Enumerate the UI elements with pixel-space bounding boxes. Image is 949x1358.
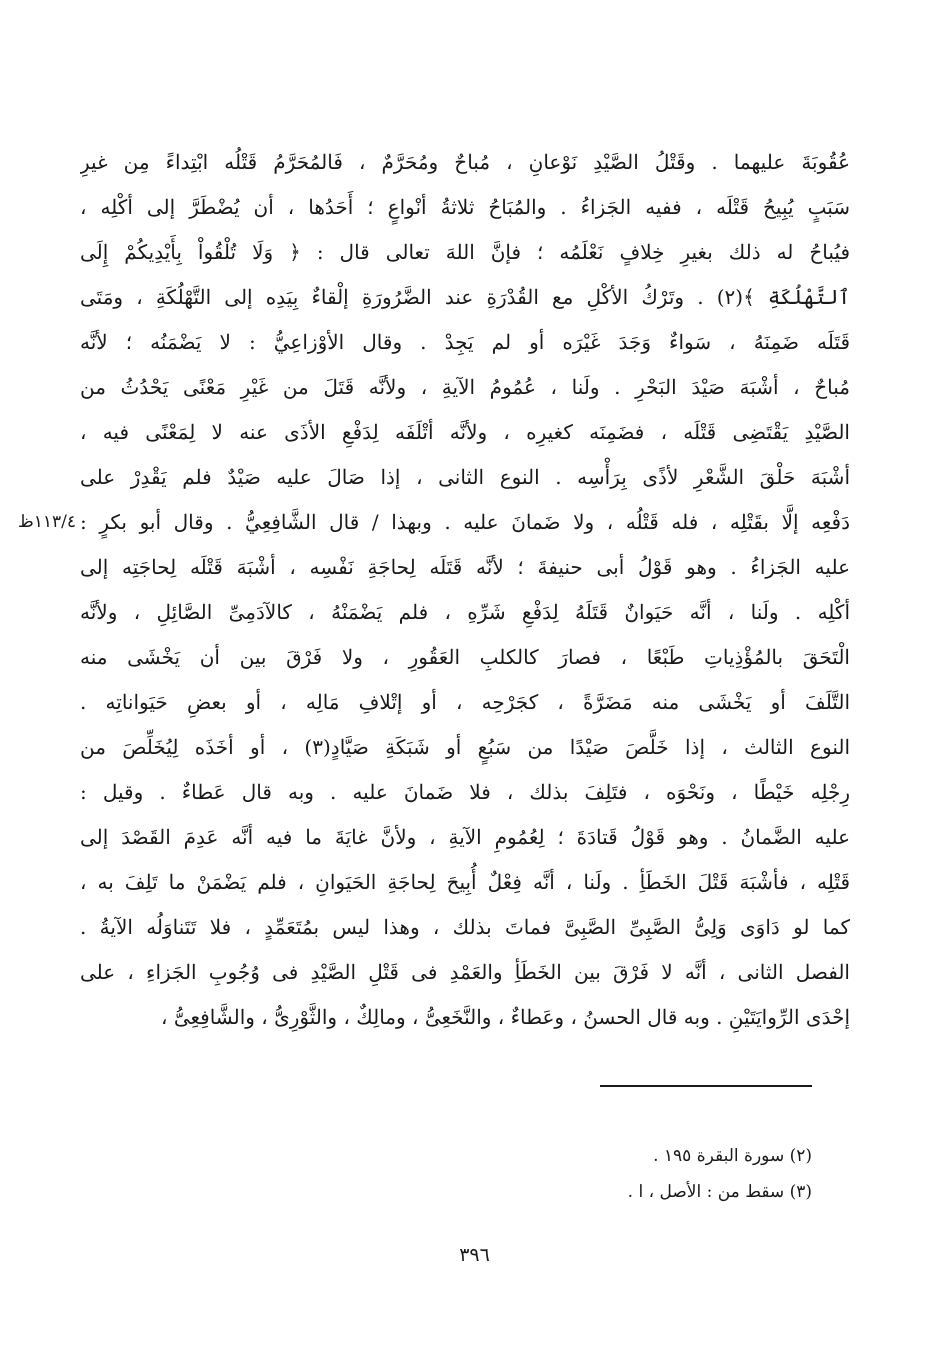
text-line: كما لو دَاوَى وَلِىُّ الصَّبِىِّ الصَّبِىَّ فماتَ بذلك ، وهذا ليس بمُتَعَمِّدٍ ، فلا تَتَناوَلُه الآيةُ . [80, 915, 850, 939]
text-line: الفصل الثانى ، أنَّه لا فَرْقَ بين الخَطَأِ والعَمْدِ فى قَتْلِ الصَّيْدِ فى وُجُوبِ الجَزاءِ ، على [80, 960, 850, 984]
footnote-3: (٣) سقط من : الأصل ، ا . [627, 1182, 812, 1202]
text-line: مُباحٌ ، أشْبَهَ صَيْدَ البَحْرِ . ولَنا ، عُمُومُ الآيةِ ، ولأنَّه قَتَلَ من غَيْرِ مَعْنًى يَحْدُثُ من [80, 375, 850, 399]
text-line: سَبَبٍ يُبِيحُ قَتْلَه ، ففيه الجَزاءُ . والمُبَاحُ ثلاثةُ أنْواعٍ ؛ أَحَدُها ، أن يُضْطَرَّ إلى أكْلِه ، [80, 195, 850, 219]
text-line: عليه الجَزاءُ . وهو قَوْلُ أبى حنيفةَ ؛ لأنَّه قَتَلَه لِحاجَةِ نَفْسِه ، أشْبَهَ قَتْلَه لِحاجَتِه إلى [80, 555, 850, 579]
page-number: ٣٩٦ [459, 1244, 490, 1266]
text-line: ٱلتَّهْلُكَةِ ﴾(٢) . وتَرْكُ الأكْلِ مع القُدْرَةِ عند الضَّرُورَةِ إلْقاءٌ بِيَدِه إلى التَّهْلُكَةِ ، ومَتَى [80, 285, 850, 309]
text-line: التَّلَفَ أو يَخْشَى منه مَضَرَّةً ، كجَرْحِه ، أو إتْلافِ مَالِه ، أو بعضِ حَيَواناتِه . [80, 690, 850, 714]
text-line: عُقُوبَةَ عليهما . وقَتْلُ الصَّيْدِ نَوْعانِ ، مُباحٌ ومُحَرَّمٌ ، فَالمُحَرَّمُ قَتْلُه ابْتِداءً مِن غيرِ [80, 150, 850, 174]
text-line: إحْدَى الرِّوايَتَيْنِ . وبه قال الحسنُ ، وعَطاءٌ ، والنَّخَعِىُّ ، ومالِكٌ ، والثَّوْرِىُّ ، والشَّافِعِىُّ ، [161, 1005, 850, 1029]
text-line: قَتْلِه ، فأشْبَهَ قَتْلَ الخَطَأِ . ولَنا ، أنَّه فِعْلٌ أُبِيحَ لِحاجَةِ الحَيَوانِ ، فلم يَضْمَنْ ما تَلِفَ به ، [80, 870, 850, 894]
text-line: فيُباحُ له ذلك بغيرِ خِلافٍ نَعْلَمُه ؛ فإنَّ اللهَ تعالى قال : ﴿ وَلَا تُلْقُواْ بِأَيْدِيكُمْ إِلَى [80, 240, 850, 264]
footnotes-block [300, 1138, 812, 1210]
text-line: الْتَحَقَ بالمُؤْذِياتِ طَبْعًا ، فصارَ كالكلبِ العَقُورِ ، ولا فَرْقَ بين أن يَخْشَى منه [80, 645, 850, 669]
text-line: الصَّيْدِ يَقْتَضِى قَتْلَه ، فضَمِنَه كغيرِه ، ولأنَّه أتْلَفَه لِدَفْعِ الأذَى عنه لا لِمَعْنًى فيه ، [80, 420, 850, 444]
footnote-2: (٢) سورة البقرة ١٩٥ . [653, 1146, 812, 1166]
footnote-separator-line [600, 1085, 812, 1087]
main-text-block [80, 140, 850, 1040]
text-line: النوع الثالث ، إذا خَلَّصَ صَيْدًا من سَبُعٍ أو شَبَكَةِ صَيَّادٍ(٣) ، أو أخَذَه لِيُخَلِّصَ من [80, 735, 850, 759]
text-line: عليه الضَّمانُ . وهو قَوْلُ قَتادَةَ ؛ لِعُمُومِ الآيةِ ، ولأنَّ غايَةَ ما فيه أنَّه عَدِمَ القَصْدَ إلى [80, 825, 850, 849]
margin-folio-note: ١١٣/٤ظ [18, 512, 76, 532]
text-line: أشْبَهَ حَلْقَ الشَّعْرِ لأذًى بِرَأْسِه . النوع الثانى ، إذا صَالَ عليه صَيْدٌ فلم يَقْدِرْ على [80, 465, 850, 489]
text-line: رِجْلِه خَيْطًا ، ونَحْوَه ، فتَلِفَ بذلك ، فلا ضَمانَ عليه . وبه قال عَطاءٌ . وقيل : [80, 780, 850, 804]
text-line: أكْلِه . ولَنا ، أنَّه حَيَوانٌ قَتَلَهُ لِدَفْعِ شَرِّهِ ، فلم يَضْمَنْهُ ، كالآدَمِىِّ الصَّائِلِ ، ولأنَّه [80, 600, 850, 624]
text-line: دَفْعِه إلَّا بقَتْلِه ، فله قَتْلُه ، ولا ضَمانَ عليه . وبهذا / قال الشَّافِعِيُّ . وقال أبو بكرٍ : [80, 510, 850, 534]
text-line: قَتَلَه ضَمِنَهُ ، سَواءٌ وَجَدَ غَيْرَه أو لم يَجِدْ . وقال الأوْزاعِيُّ : لا يَضْمَنُه ؛ لأنَّه [80, 330, 850, 354]
